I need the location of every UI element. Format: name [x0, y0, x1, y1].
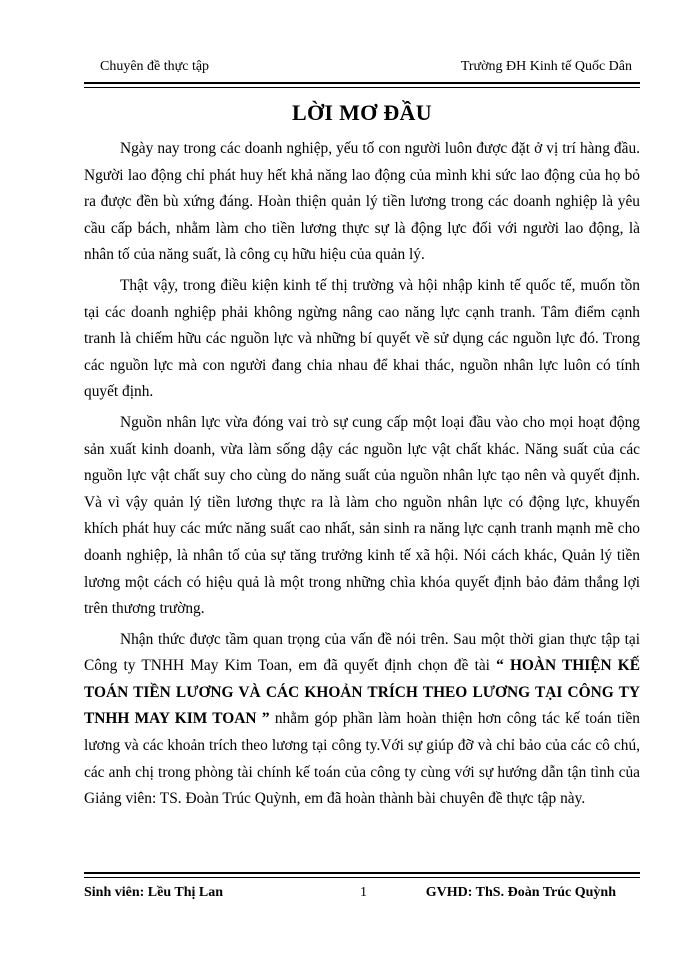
- header-rule: [84, 87, 640, 88]
- paragraph-3: Nguồn nhân lực vừa đóng vai trò sự cung cấp một loại đầu vào cho mọi hoạt động sản xuất kinh doanh, vừa làm sống dậy các nguồn lực vật chất khác. Năng suất của các nguồn lực vật chất suy cho cùng do năng suất của nguồn nhân lực tạo nên và quyết định. Và vì vậy quản lý tiền lương thực ra là làm cho nguồn nhân lực có động lực, khuyến khích phát huy các mức năng suất cao nhất, sản sinh ra năng lực cạnh tranh mạnh mẽ cho doanh nghiệp, là nhân tố của sự tăng trưởng kinh tế xã hội. Nói cách khác, Quản lý tiền lương một cách có hiệu quả là một trong những chìa khóa quyết định bảo đảm thắng lợi trên thương trường.: [84, 413, 640, 618]
- document-body: [84, 136, 640, 817]
- footer-rule: [84, 877, 640, 878]
- paragraph-4-rest: nhằm góp phần làm hoàn thiện hơn công tác kế toán tiền lương và các khoản trích theo lương tại công ty.Với sự giúp đỡ và chỉ bảo của các cô chú, các anh chị trong phòng tài chính kế toán của công ty cùng với sự hướng dẫn tận tình của Giảng viên: TS. Đoàn Trúc Quỳnh, em đã hoàn thành bài chuyên đề thực tập này.: [84, 710, 641, 808]
- thesis-topic-title: “ HOÀN THIỆN KẾ TOÁN TIỀN LƯƠNG VÀ CÁC KHOẢN TRÍCH THEO LƯƠNG TẠI CÔNG TY TNHH MAY KIM TOAN ”: [84, 657, 640, 728]
- page-footer: [84, 872, 640, 902]
- page-header: [84, 56, 640, 84]
- header-left-text: Chuyên đề thực tập: [100, 59, 210, 74]
- page-title: LỜI MƠ ĐẦU: [292, 100, 432, 125]
- footer-advisor: GVHD: ThS. Đoàn Trúc Quỳnh: [425, 885, 616, 900]
- paragraph-4-intro: Nhận thức được tầm quan trọng của vấn đề nói trên. Sau một thời gian thực tập tại Công ty TNHH May Kim Toan, em đã quyết định chọn đề tài: [84, 630, 640, 675]
- paragraph-4: [84, 627, 640, 813]
- footer-student: Sinh viên: Lều Thị Lan: [84, 885, 224, 900]
- paragraph-2: Thật vậy, trong điều kiện kinh tế thị trường và hội nhập kinh tế quốc tế, muốn tồn tại các doanh nghiệp phải không ngừng nâng cao năng lực cạnh tranh. Tâm điểm cạnh tranh là chiếm hữu các nguồn lực và những bí quyết về sử dụng các nguồn lực đó. Trong các nguồn lực mà con người đang chia nhau để khai thác, nguồn nhân lực luôn có tính quyết định.: [84, 276, 640, 401]
- footer-page-number: 1: [360, 885, 367, 900]
- paragraph-1: Ngày nay trong các doanh nghiệp, yếu tố con người luôn được đặt ở vị trí hàng đầu. Người lao động chỉ phát huy hết khả năng lao động của mình khi sức lao động của họ bỏ ra được đền bù xứng đáng. Hoàn thiện quản lý tiền lương trong các doanh nghiệp là yêu cầu cấp bách, nhằm làm cho tiền lương thực sự là động lực đối với người lao động, là nhân tố của năng suất, là công cụ hữu hiệu của quản lý.: [84, 140, 640, 264]
- header-right-text: Trường ĐH Kinh tế Quốc Dân: [460, 59, 632, 74]
